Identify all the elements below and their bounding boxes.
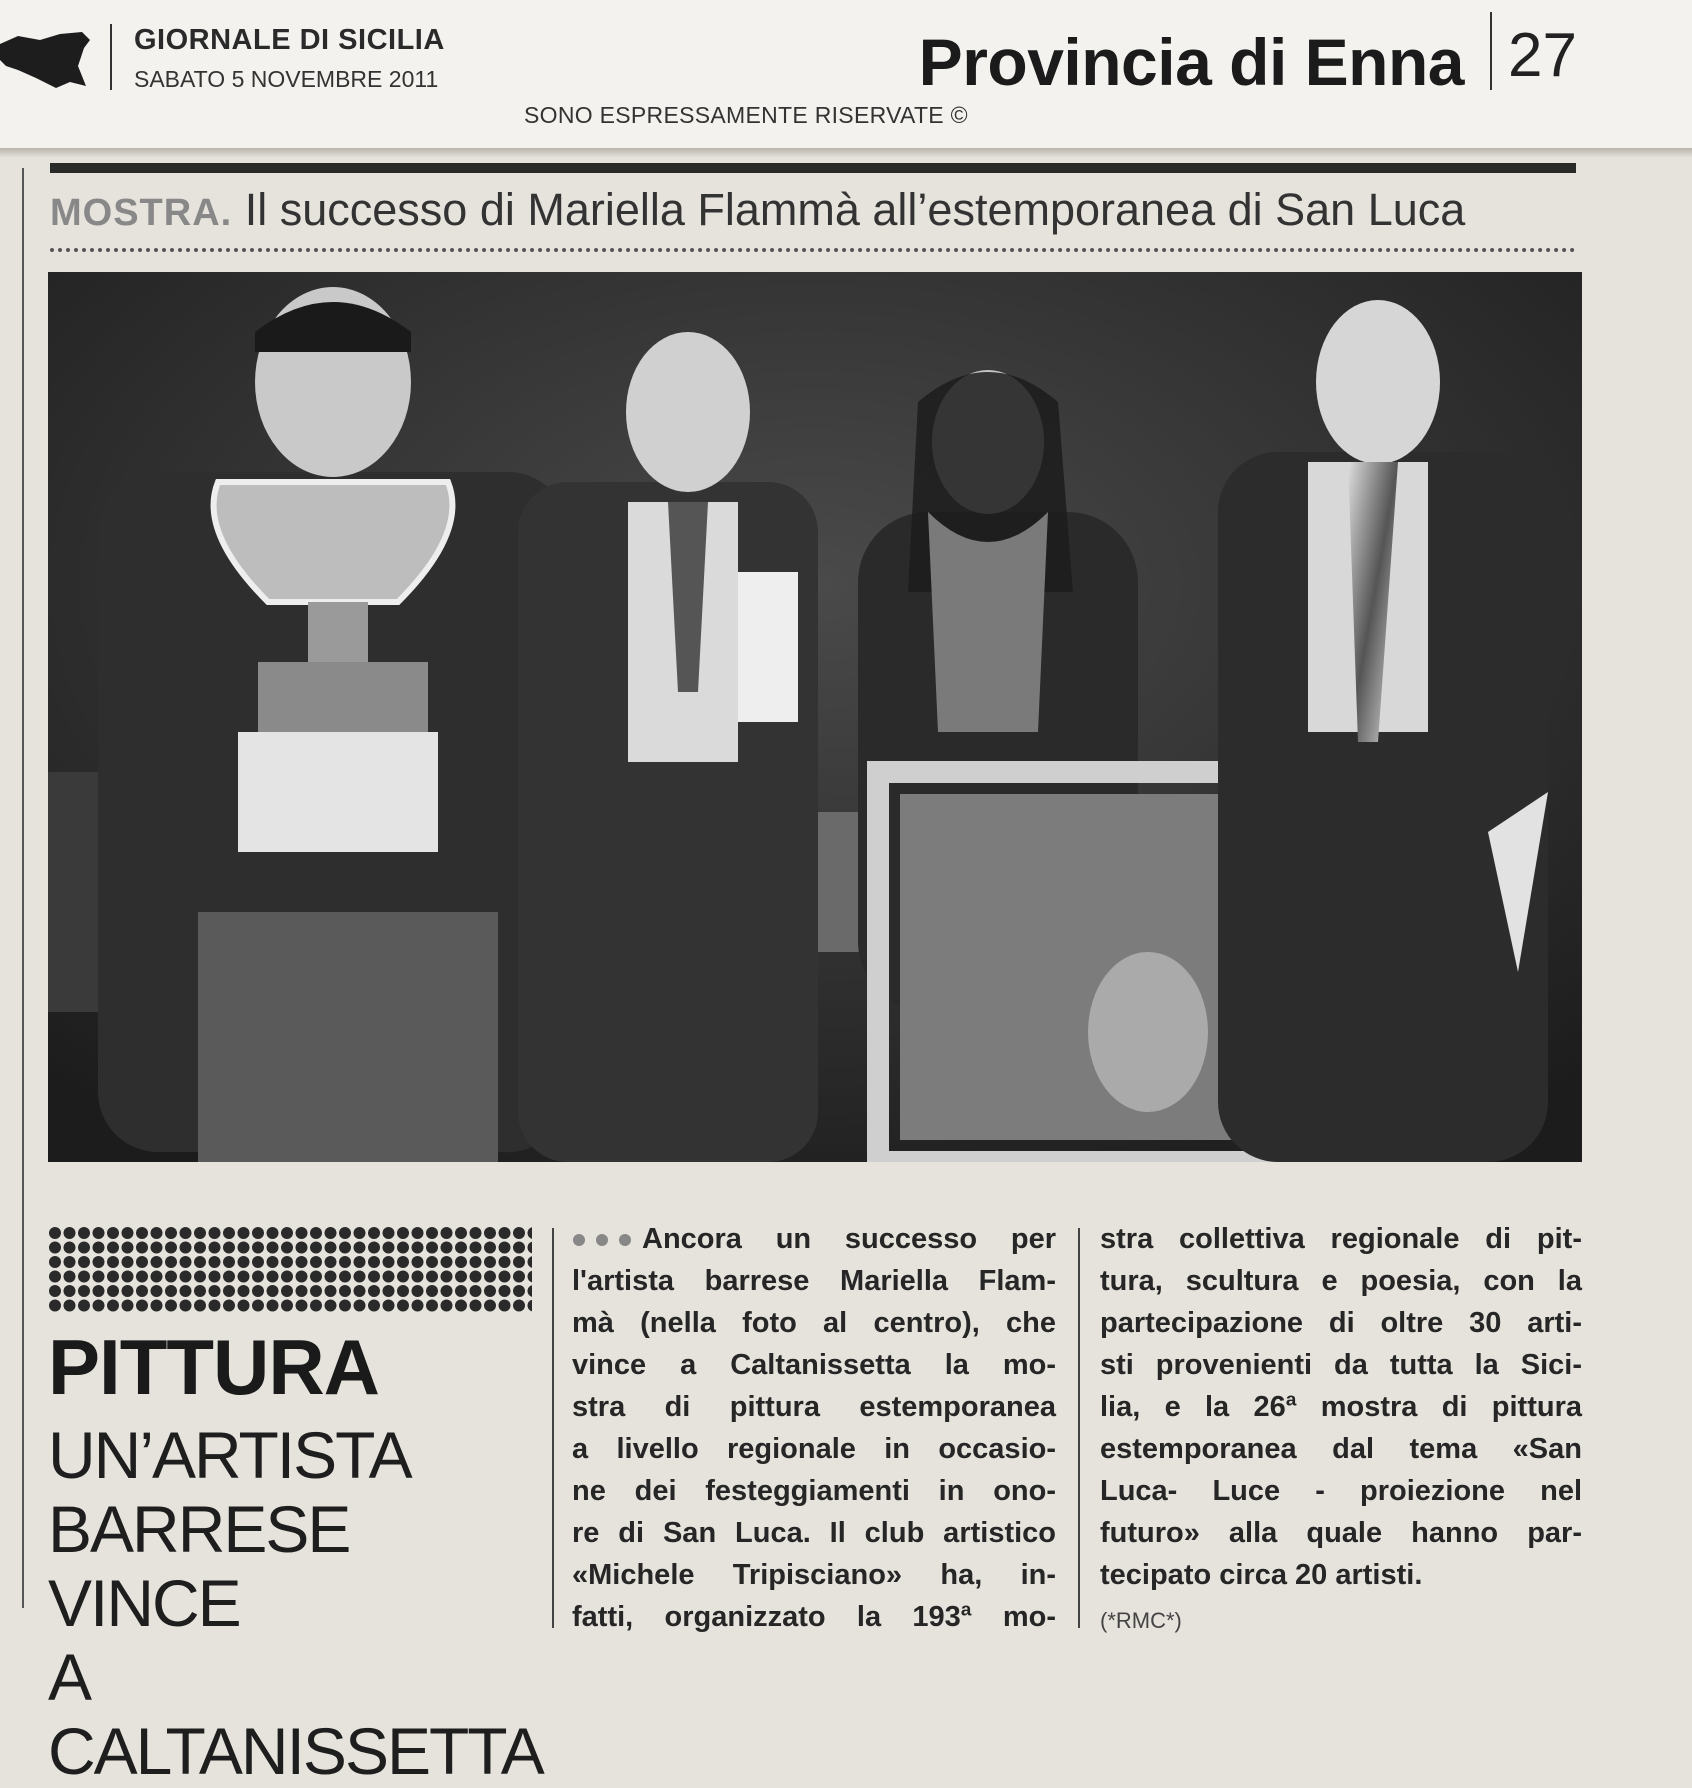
article-column-1 — [572, 1218, 1056, 1638]
article-top-rule — [50, 163, 1576, 173]
text-line: «Michele Tripisciano» ha, in- — [572, 1559, 1056, 1591]
masthead-fold-shadow — [0, 148, 1692, 158]
text-line: stra di pittura estemporanea — [572, 1391, 1056, 1423]
sicily-map-logo — [0, 26, 92, 96]
headline: PITTURA — [48, 1323, 379, 1411]
newspaper-name: GIORNALE DI SICILIA — [134, 24, 445, 56]
subheadline-line: UN’ARTISTA — [48, 1418, 411, 1492]
text-line: estemporanea dal tema «San — [1100, 1433, 1582, 1465]
page-number: 27 — [1508, 21, 1577, 90]
text-line: sti provenienti da tutta la Sici- — [1100, 1349, 1582, 1381]
text-line: vince a Caltanissetta la mo- — [572, 1349, 1056, 1381]
lead-dots-icon — [572, 1233, 632, 1247]
text-line: futuro» alla quale hanno par- — [1100, 1517, 1582, 1549]
award-ceremony-photo — [48, 272, 1582, 1162]
text-line: Luca- Luce - proiezione nel — [1100, 1475, 1582, 1507]
kicker-label: MOSTRA. — [50, 192, 233, 234]
issue-date: SABATO 5 NOVEMBRE 2011 — [134, 66, 439, 92]
text-line: mà (nella foto al centro), che — [572, 1307, 1056, 1339]
left-margin-rule — [22, 168, 24, 1608]
text-line: lia, e la 26ª mostra di pittura — [1100, 1391, 1582, 1423]
topline-text: Il successo di Mariella Flammà all’estemporanea di San Luca — [244, 184, 1466, 235]
author-signature: (*RMC*) — [1100, 1608, 1182, 1633]
subheadline — [48, 1418, 548, 1788]
article-photo — [48, 272, 1582, 1162]
article-topline — [50, 184, 1465, 236]
text-line: ne dei festeggiamenti in ono- — [572, 1475, 1056, 1507]
article-column-2 — [1100, 1218, 1582, 1642]
subheadline-line: BARRESE VINCE — [48, 1492, 350, 1640]
headline-dot-pattern — [48, 1226, 532, 1312]
text-line: tecipato circa 20 artisti. — [1100, 1559, 1423, 1591]
text-line: partecipazione di oltre 30 arti- — [1100, 1307, 1582, 1339]
rights-notice: SONO ESPRESSAMENTE RISERVATE © — [524, 102, 968, 128]
text-line: re di San Luca. Il club artistico — [572, 1517, 1056, 1549]
subheadline-line: A CALTANISSETTA — [48, 1640, 543, 1788]
masthead — [0, 0, 1692, 158]
text-line: fatti, organizzato la 193ª mo- — [572, 1601, 1056, 1633]
text-line: a livello regionale in occasio- — [572, 1433, 1056, 1465]
masthead-divider — [110, 24, 112, 90]
page-number-divider — [1490, 12, 1492, 90]
text-line: Ancora un successo per — [572, 1218, 1056, 1260]
column-divider-1 — [552, 1228, 554, 1628]
text-line: stra collettiva regionale di pit- — [1100, 1223, 1582, 1255]
text-line: l'artista barrese Mariella Flam- — [572, 1265, 1056, 1297]
section-title: Provincia di Enna — [918, 25, 1464, 99]
column-divider-2 — [1078, 1228, 1080, 1628]
dotted-divider — [50, 248, 1576, 252]
text-line: tura, scultura e poesia, con la — [1100, 1265, 1582, 1297]
